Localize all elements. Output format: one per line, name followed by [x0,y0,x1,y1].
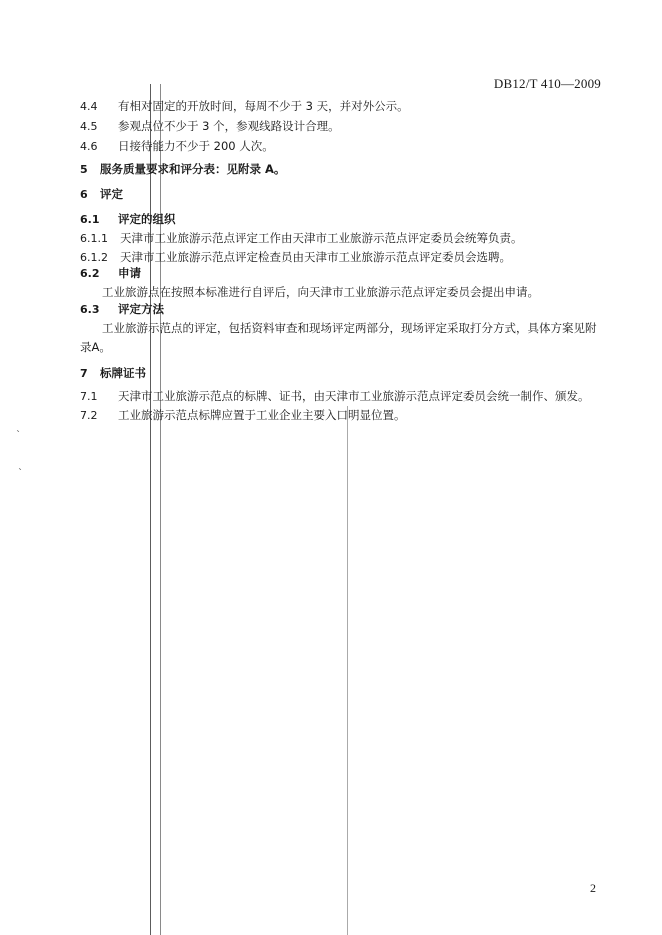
clause-number: 4.4 [80,100,98,113]
clause-number: 7.2 [80,409,98,422]
section-5-heading [80,162,285,177]
clause-text: 有相对固定的开放时间，每周不少于 3 天，并对外公示。 [118,99,409,113]
clause-6-2-heading [80,266,141,281]
clause-title: 申请 [118,266,141,280]
clause-6-3-heading [80,302,164,317]
clause-6-2-body: 工业旅游点在按照本标准进行自评后，向天津市工业旅游示范点评定委员会提出申请。 [102,285,539,299]
clause-7-2 [80,408,406,423]
page-number: 2 [590,881,596,895]
clause-number: 6.2 [80,267,100,280]
clause-number: 4.6 [80,140,98,153]
clause-4-5 [80,119,340,134]
clause-title: 评定方法 [118,302,164,316]
clause-number: 6.1.2 [80,251,108,264]
clause-number: 7.1 [80,390,98,403]
scan-speck: ˋ [16,430,21,441]
section-title: 标牌证书 [100,366,146,380]
clause-number: 6.1 [80,213,100,226]
clause-7-1 [80,389,590,404]
clause-6-3-body-line1: 工业旅游示范点的评定，包括资料审查和现场评定两部分，现场评定采取打分方式，具体方案见附 [102,321,597,335]
section-6-heading [80,187,123,202]
clause-title: 评定的组织 [118,212,176,226]
section-number: 5 [80,163,88,176]
clause-4-6 [80,139,274,154]
section-7-heading [80,366,146,381]
section-title: 评定 [100,187,123,201]
clause-6-1-heading [80,212,176,227]
section-number: 7 [80,367,88,380]
clause-6-1-2 [80,250,511,265]
clause-number: 6.1.1 [80,232,108,245]
clause-text: 天津市工业旅游示范点评定检查员由天津市工业旅游示范点评定委员会选聘。 [120,250,511,264]
clause-text: 参观点位不少于 3 个，参观线路设计合理。 [118,119,340,133]
clause-4-4 [80,99,409,114]
clause-text: 日接待能力不少于 200 人次。 [118,139,274,153]
scan-artifact-line [347,406,348,935]
clause-text: 天津市工业旅游示范点的标牌、证书，由天津市工业旅游示范点评定委员会统一制作、颁发。 [118,389,590,403]
scan-speck: ˋ [18,468,23,479]
clause-6-1-1 [80,231,523,246]
section-title: 服务质量要求和评分表：见附录 A。 [100,162,286,176]
clause-number: 6.3 [80,303,100,316]
section-number: 6 [80,188,88,201]
document-code: DB12/T 410—2009 [493,76,601,91]
clause-number: 4.5 [80,120,98,133]
clause-6-3-body-line2: 录A。 [80,340,111,354]
clause-text: 天津市工业旅游示范点评定工作由天津市工业旅游示范点评定委员会统筹负责。 [120,231,523,245]
clause-text: 工业旅游示范点标牌应置于工业企业主要入口明显位置。 [118,408,406,422]
